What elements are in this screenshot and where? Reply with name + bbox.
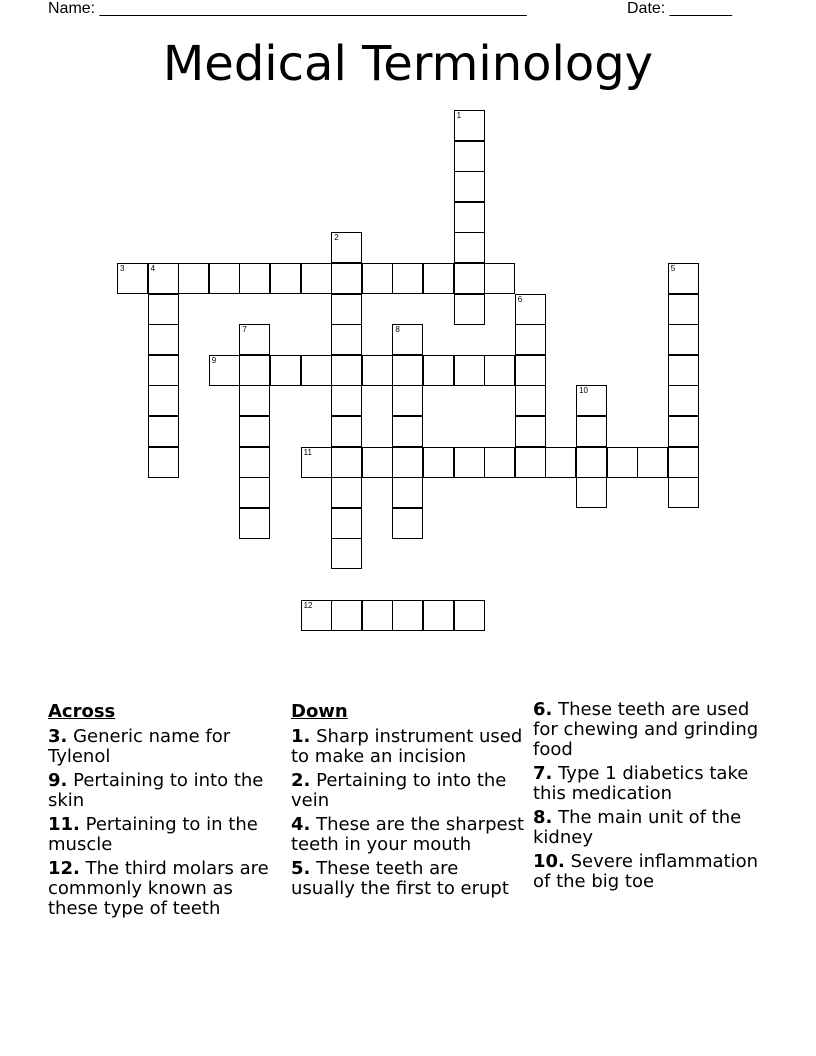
grid-cell[interactable] [515,294,546,325]
grid-cell[interactable] [362,447,393,478]
grid-cell[interactable] [515,447,546,478]
grid-cell[interactable] [239,416,270,447]
grid-cell[interactable] [576,416,607,447]
cell-number: 10 [579,386,588,396]
clue-text: These are the sharpest teeth in your mouth [291,814,525,855]
grid-cell[interactable] [331,232,362,263]
grid-cell[interactable] [117,263,148,294]
cell-number: 5 [670,264,676,273]
cell-number: 3 [120,264,125,273]
clue-down-1 [291,727,527,767]
clue-number: 2. [291,770,311,791]
grid-cell[interactable] [392,600,423,631]
name-field[interactable] [48,0,527,20]
grid-cell[interactable] [392,355,423,386]
grid-cell[interactable] [454,232,485,263]
grid-cell[interactable] [239,355,270,386]
grid-cell[interactable] [301,600,332,631]
date-label: Date: [627,0,670,17]
grid-cell[interactable] [331,477,362,508]
date-blank[interactable]: _______ [669,0,732,17]
grid-cell[interactable] [148,355,179,386]
grid-cell[interactable] [454,171,485,202]
cell-number: 12 [303,600,313,610]
grid-cell[interactable] [301,355,332,386]
grid-cell[interactable] [148,385,179,416]
clue-number: 12. [48,858,80,879]
clue-down-7 [533,764,769,804]
clue-number: 11. [48,814,80,835]
clue-down-4 [291,815,527,855]
page-title: Medical Terminology [162,36,654,92]
grid-cell[interactable] [239,477,270,508]
grid-cell[interactable] [331,294,362,325]
grid-cell[interactable] [270,355,301,386]
grid-cell[interactable] [331,600,362,631]
name-label: Name: [48,0,100,17]
grid-cell[interactable] [454,447,485,478]
down-clues [291,700,527,903]
cell-number: 9 [211,355,217,365]
grid-cell[interactable] [423,447,454,478]
clue-number: 7. [533,763,553,784]
grid-cell[interactable] [454,355,485,386]
clue-down-5 [291,859,527,899]
clue-text: Generic name for Tylenol [48,726,231,767]
clue-text: The main unit of the kidney [533,807,742,848]
clue-text: These teeth are usually the first to erupt [291,858,509,899]
grid-cell[interactable] [454,141,485,172]
grid-cell[interactable] [392,324,423,355]
grid-cell[interactable] [331,385,362,416]
clue-number: 9. [48,770,68,791]
grid-cell[interactable] [209,263,240,294]
grid-cell[interactable] [148,294,179,325]
grid-cell[interactable] [392,416,423,447]
grid-cell[interactable] [423,355,454,386]
clue-number: 4. [291,814,311,835]
grid-cell[interactable] [454,600,485,631]
clue-number: 5. [291,858,311,879]
grid-cell[interactable] [331,447,362,478]
grid-cell[interactable] [484,355,515,386]
grid-cell[interactable] [668,416,699,447]
grid-cell[interactable] [178,263,209,294]
down-clues-continued [533,700,769,896]
grid-cell[interactable] [637,447,668,478]
grid-cell[interactable] [362,355,393,386]
clue-down-10 [533,852,769,892]
grid-cell[interactable] [454,110,485,141]
grid-cell[interactable] [423,600,454,631]
grid-cell[interactable] [239,508,270,539]
grid-cell[interactable] [331,416,362,447]
grid-cell[interactable] [668,355,699,386]
clue-text: The third molars are commonly known as these type of teeth [48,858,269,919]
grid-cell[interactable] [148,263,179,294]
grid-cell[interactable] [270,263,301,294]
grid-cell[interactable] [545,447,576,478]
grid-cell[interactable] [362,263,393,294]
date-field[interactable] [627,0,732,20]
grid-cell[interactable] [239,263,270,294]
grid-cell[interactable] [668,263,699,294]
grid-cell[interactable] [668,385,699,416]
grid-cell[interactable] [576,385,607,416]
clue-number: 8. [533,807,553,828]
clue-across-11 [48,815,284,855]
grid-cell[interactable] [668,294,699,325]
grid-cell[interactable] [454,294,485,325]
down-heading: Down [291,701,348,722]
grid-cell[interactable] [331,508,362,539]
cell-number: 11 [303,447,312,457]
cell-number: 6 [517,294,523,304]
grid-cell[interactable] [392,477,423,508]
grid-cell[interactable] [515,324,546,355]
grid-cell[interactable] [392,385,423,416]
clue-down-6 [533,700,769,760]
grid-cell[interactable] [576,447,607,478]
grid-cell[interactable] [239,447,270,478]
grid-cell[interactable] [301,263,332,294]
clue-down-2 [291,771,527,811]
grid-cell[interactable] [331,538,362,569]
grid-cell[interactable] [392,263,423,294]
grid-cell[interactable] [148,324,179,355]
clue-across-3 [48,727,284,767]
grid-cell[interactable] [668,324,699,355]
cell-number: 1 [456,111,462,120]
grid-cell[interactable] [362,600,393,631]
clue-text: Pertaining to into the skin [48,770,264,811]
grid-cell[interactable] [301,447,332,478]
grid-cell[interactable] [515,355,546,386]
clue-text: Pertaining to into the vein [291,770,507,811]
cell-number: 8 [395,325,400,335]
clue-number: 10. [533,851,565,872]
clue-text: Severe inflammation of the big toe [533,851,759,892]
clue-text: These teeth are used for chewing and grinding food [533,699,759,760]
grid-cell[interactable] [392,508,423,539]
clue-across-12 [48,859,284,919]
clue-text: Pertaining to in the muscle [48,814,258,855]
grid-cell[interactable] [423,263,454,294]
grid-cell[interactable] [148,416,179,447]
grid-cell[interactable] [484,447,515,478]
cell-number: 2 [334,233,339,243]
grid-cell[interactable] [515,416,546,447]
clue-number: 3. [48,726,68,747]
clue-text: Type 1 diabetics take this medication [533,763,749,804]
grid-cell[interactable] [607,447,638,478]
clue-number: 1. [291,726,311,747]
grid-cell[interactable] [454,202,485,233]
cell-number: 7 [242,325,247,335]
across-clues [48,700,284,923]
grid-cell[interactable] [515,385,546,416]
grid-cell[interactable] [484,263,515,294]
grid-cell[interactable] [668,477,699,508]
clue-down-8 [533,808,769,848]
grid-cell[interactable] [148,447,179,478]
clue-across-9 [48,771,284,811]
clue-text: Sharp instrument used to make an incision [291,726,523,767]
grid-cell[interactable] [576,477,607,508]
grid-cell[interactable] [454,263,485,294]
grid-cell[interactable] [209,355,240,386]
grid-cell[interactable] [239,324,270,355]
cell-number: 4 [150,264,156,273]
grid-cell[interactable] [331,355,362,386]
grid-cell[interactable] [331,263,362,294]
clue-number: 6. [533,699,553,720]
across-heading: Across [48,701,116,722]
grid-cell[interactable] [331,324,362,355]
grid-cell[interactable] [392,447,423,478]
grid-cell[interactable] [668,447,699,478]
grid-cell[interactable] [239,385,270,416]
name-blank[interactable]: ________________________________________________ [99,0,527,17]
